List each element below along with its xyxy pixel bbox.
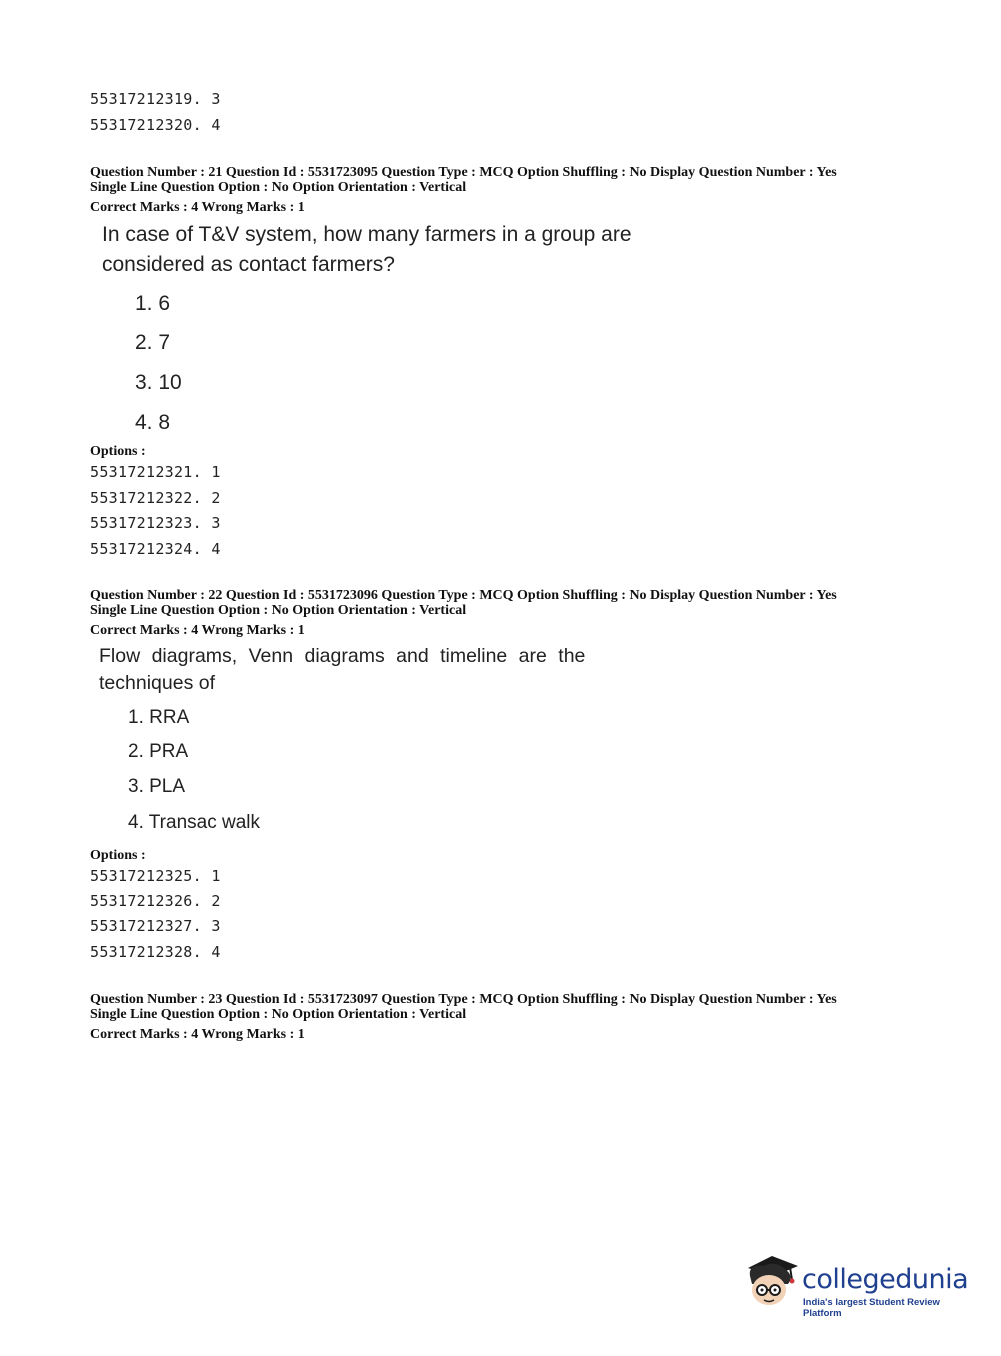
mascot-icon [742, 1250, 804, 1312]
question-meta-line2: Single Line Question Option : No Option Orientation : Vertical [90, 180, 467, 195]
question-meta-line1: Question Number : 23 Question Id : 5531723097 Question Type : MCQ Option Shuffling : No Display Question Number : Yes [90, 992, 837, 1007]
option-number: 3 [211, 514, 221, 532]
question-text-line: considered as contact farmers? [102, 253, 395, 276]
option-number: 1 [211, 867, 221, 885]
question-marks: Correct Marks : 4 Wrong Marks : 1 [90, 200, 305, 215]
option-number: 2 [211, 489, 221, 507]
choice: 2. PRA [128, 741, 189, 762]
option-number: 1 [211, 463, 221, 481]
choice: 4. 8 [135, 411, 171, 434]
option-id: 55317212320 [90, 116, 193, 134]
option-number: 4 [211, 540, 221, 558]
option-number: 2 [211, 892, 221, 910]
logo-tagline: India's largest Student Review Platform [803, 1297, 940, 1319]
question-text-line: Flow diagrams, Venn diagrams and timeline are the [99, 645, 586, 667]
choice: 1. RRA [128, 707, 190, 728]
option-row: 55317212324. 4 [90, 540, 221, 558]
question-marks: Correct Marks : 4 Wrong Marks : 1 [90, 623, 305, 638]
option-number: 3 [211, 90, 221, 108]
question-text-line: In case of T&V system, how many farmers in a group are [102, 223, 632, 246]
option-row: 55317212327. 3 [90, 917, 221, 935]
option-id: 55317212322 [90, 489, 193, 507]
collegedunia-logo [742, 1250, 972, 1320]
choice: 4. Transac walk [128, 812, 260, 833]
option-id: 55317212327 [90, 917, 193, 935]
choice: 1. 6 [135, 292, 171, 315]
option-row: 55317212320. 4 [90, 116, 221, 134]
question-marks: Correct Marks : 4 Wrong Marks : 1 [90, 1027, 305, 1042]
option-number: 3 [211, 917, 221, 935]
option-row: 55317212326. 2 [90, 892, 221, 910]
option-id: 55317212326 [90, 892, 193, 910]
option-row: 55317212322. 2 [90, 489, 221, 507]
options-label: Options : [90, 444, 146, 459]
question-text [99, 643, 599, 697]
question-meta-line1: Question Number : 22 Question Id : 5531723096 Question Type : MCQ Option Shuffling : No Display Question Number : Yes [90, 588, 837, 603]
option-id: 55317212323 [90, 514, 193, 532]
option-number: 4 [211, 943, 221, 961]
choice: 2. 7 [135, 331, 171, 354]
choice: 3. 10 [135, 371, 182, 394]
question-text [102, 220, 632, 280]
option-row: 55317212323. 3 [90, 514, 221, 532]
options-label: Options : [90, 848, 146, 863]
question-text-line: techniques of [99, 672, 216, 694]
choice: 3. PLA [128, 776, 186, 797]
question-meta-line2: Single Line Question Option : No Option Orientation : Vertical [90, 603, 467, 618]
option-id: 55317212324 [90, 540, 193, 558]
option-number: 4 [211, 116, 221, 134]
option-id: 55317212319 [90, 90, 193, 108]
option-row: 55317212325. 1 [90, 867, 221, 885]
logo-brand: collegedunia [802, 1264, 969, 1295]
option-id: 55317212328 [90, 943, 193, 961]
question-meta-line1: Question Number : 21 Question Id : 5531723095 Question Type : MCQ Option Shuffling : No Display Question Number : Yes [90, 165, 837, 180]
question-meta-line2: Single Line Question Option : No Option Orientation : Vertical [90, 1007, 467, 1022]
option-row: 55317212319. 3 [90, 90, 221, 108]
option-row: 55317212328. 4 [90, 943, 221, 961]
option-id: 55317212321 [90, 463, 193, 481]
option-id: 55317212325 [90, 867, 193, 885]
option-row: 55317212321. 1 [90, 463, 221, 481]
